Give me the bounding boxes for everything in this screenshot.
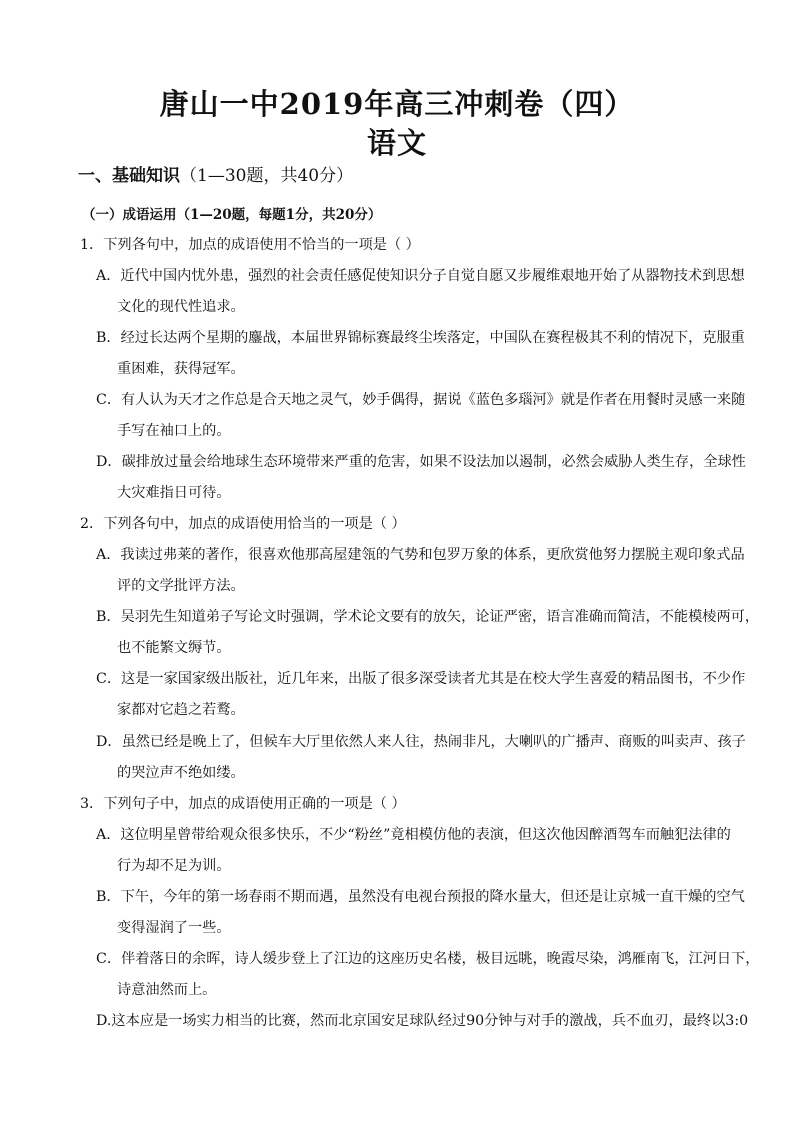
question-1-stem: 1．下列各句中，加点的成语使用不恰当的一项是（ ） — [80, 237, 420, 253]
q2-option-b: B．吴羽先生知道弟子写论文时强调，学术论文要有的放矢，论证严密，语言准确而简洁，不能模棱两可， — [96, 609, 760, 625]
q1-option-a-cont: 文化的现代性追求。 — [117, 299, 245, 315]
section-heading — [78, 161, 353, 186]
q3-option-a: A．这位明星曾带给观众很多快乐，不少“粉丝”竟相模仿他的表演，但这次他因醉酒驾车而触犯法律的 — [96, 827, 731, 843]
q2-option-c: C．这是一家国家级出版社，近几年来，出版了很多深受读者尤其是在校大学生喜爱的精品图书，不少作 — [96, 671, 746, 687]
q2-option-c-cont: 家都对它趋之若鹜。 — [117, 702, 245, 718]
q3-option-b-cont: 变得湿润了一些。 — [117, 920, 231, 936]
q3-option-c: C．伴着落日的余晖，诗人缓步登上了江边的这座历史名楼，极目远眺，晚霞尽染，鸿雁南飞，江河日下， — [96, 951, 760, 967]
question-3-stem: 3．下列句子中，加点的成语使用正确的一项是（ ） — [80, 796, 406, 812]
q3-option-c-cont: 诗意油然而上。 — [117, 982, 217, 998]
question-2-stem: 2．下列各句中，加点的成语使用恰当的一项是（ ） — [80, 516, 406, 532]
q1-option-d: D．碳排放过量会给地球生态环境带来严重的危害，如果不设法加以遏制，必然会威胁人类生存，全球性 — [96, 454, 746, 470]
q2-option-d-cont: 的哭泣声不绝如缕。 — [117, 765, 245, 781]
q1-option-d-cont: 大灾难指日可待。 — [117, 485, 231, 501]
q3-option-b: B．下午，今年的第一场春雨不期而遇，虽然没有电视台预报的降水量大，但还是让京城一直干燥的空气 — [96, 889, 745, 905]
q1-option-b-cont: 重困难，获得冠军。 — [117, 361, 245, 377]
q2-option-d: D．虽然已经是晚上了，但候车大厅里依然人来人往，热闹非凡，大喇叭的广播声、商贩的叫卖声、孩子 — [96, 734, 746, 750]
q1-option-c-cont: 手写在袖口上的。 — [117, 423, 231, 439]
q2-option-b-cont: 也不能繁文缛节。 — [117, 640, 231, 656]
q3-option-d: D.这本应是一场实力相当的比赛，然而北京国安足球队经过90分钟与对手的激战，兵不血刃，最终以3:0 — [96, 1013, 749, 1029]
subsection-heading: （一）成语运用（1—20题，每题1分，共20分） — [82, 207, 382, 223]
section-head: 一、基础知识 — [78, 166, 180, 186]
q2-option-a: A．我读过弗莱的著作，很喜欢他那高屋建瓴的气势和包罗万象的体系，更欣赏他努力摆脱主观印象式品 — [96, 547, 745, 563]
section-note: （1—30题，共40分） — [180, 166, 354, 186]
exam-title: 唐山一中2019年高三冲刺卷（四） — [159, 87, 635, 121]
subject-title: 语文 — [366, 126, 427, 160]
q3-option-a-cont: 行为却不足为训。 — [117, 858, 231, 874]
q1-option-b: B．经过长达两个星期的鏖战，本届世界锦标赛最终尘埃落定，中国队在赛程极其不利的情况下，克服重 — [96, 330, 745, 346]
q1-option-a: A．近代中国内忧外患，强烈的社会责任感促使知识分子自觉自愿又步履维艰地开始了从器物技术到思想 — [96, 268, 745, 284]
q1-option-c: C．有人认为天才之作总是合天地之灵气，妙手偶得，据说《蓝色多瑙河》就是作者在用餐时灵感一来随 — [96, 392, 746, 408]
q2-option-a-cont: 评的文学批评方法。 — [117, 578, 245, 594]
